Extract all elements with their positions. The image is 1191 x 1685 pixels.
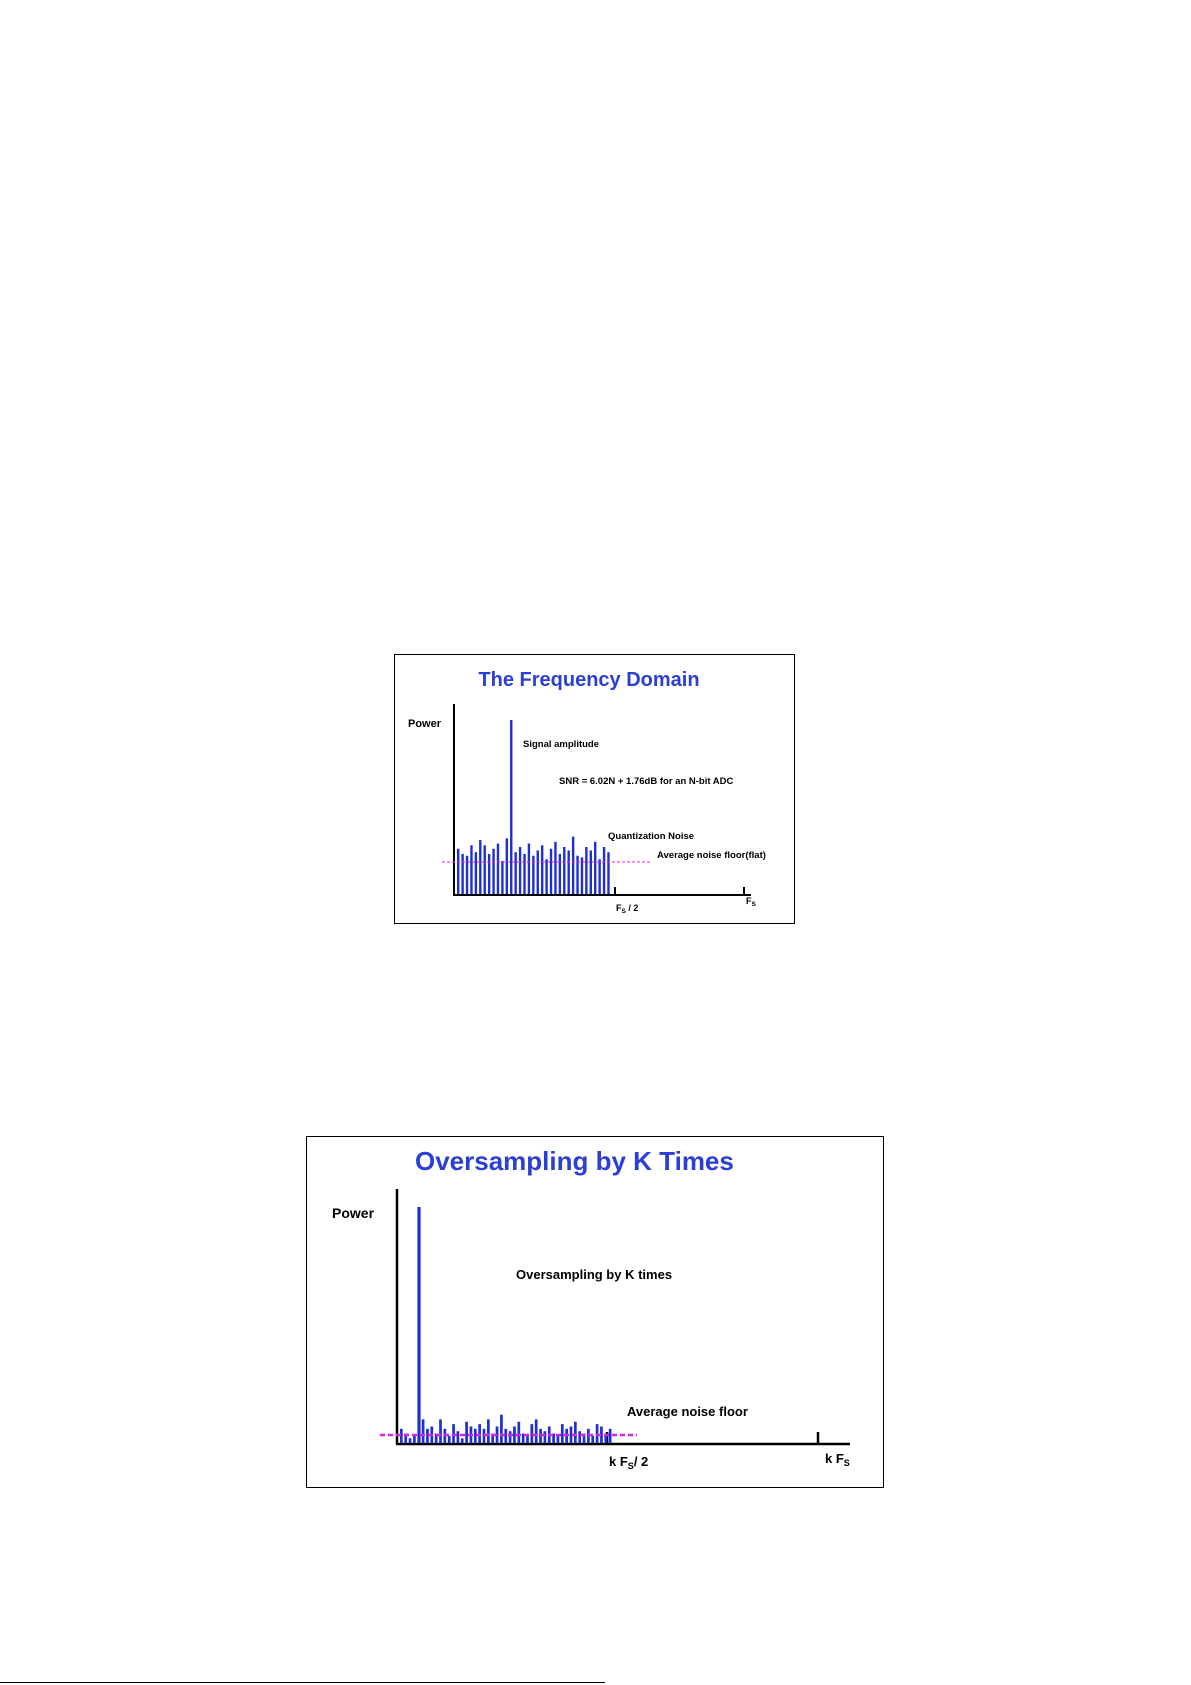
- noise-bar: [523, 854, 525, 894]
- noise-bar: [561, 1424, 564, 1443]
- tick-label-kfs: k $F_S$: [825, 1451, 850, 1468]
- noise-bar: [514, 852, 516, 894]
- noise-bar: [603, 847, 605, 894]
- noise-bar: [591, 1436, 594, 1443]
- tick-label-half-fs: $F_S / 2$: [616, 903, 639, 915]
- noise-bar: [557, 1436, 560, 1443]
- noise-bar: [607, 852, 609, 894]
- noise-floor-label: Average noise floor(flat): [657, 850, 766, 861]
- noise-bar: [448, 1436, 451, 1443]
- noise-bar: [572, 837, 574, 894]
- noise-bar: [466, 856, 468, 894]
- noise-bar: [439, 1419, 442, 1443]
- noise-bar: [475, 852, 477, 894]
- noise-bar: [492, 849, 494, 894]
- noise-bar: [585, 847, 587, 894]
- noise-bar: [526, 1436, 529, 1443]
- noise-bar: [478, 1424, 481, 1443]
- signal-bar: [510, 720, 512, 894]
- noise-bar: [574, 1422, 577, 1443]
- tick-label-fs: $F_S$: [746, 896, 756, 908]
- noise-bar: [545, 859, 547, 894]
- noise-bar: [517, 1422, 520, 1443]
- oversampling-diagram: [307, 1137, 883, 1487]
- noise-bar: [596, 1424, 599, 1443]
- snr-formula-label: SNR = 6.02N + 1.76dB for an N-bit ADC: [559, 776, 734, 787]
- noise-bar: [488, 854, 490, 894]
- noise-bar: [457, 1431, 460, 1443]
- y-axis-label: Power: [332, 1205, 375, 1221]
- noise-bar: [422, 1419, 425, 1443]
- noise-bar: [470, 845, 472, 894]
- noise-bar: [535, 1419, 538, 1443]
- noise-bar: [457, 849, 459, 894]
- noise-bar: [500, 1415, 503, 1443]
- frequency-domain-diagram: [395, 655, 794, 923]
- noise-bar: [532, 856, 534, 894]
- noise-bar: [501, 861, 503, 894]
- slide-title: Oversampling by K Times: [415, 1146, 734, 1176]
- slide-title: The Frequency Domain: [478, 669, 700, 691]
- noise-bar: [581, 857, 583, 894]
- frequency-domain-slide: [394, 654, 795, 924]
- noise-bar: [497, 844, 499, 894]
- noise-bar: [487, 1419, 490, 1443]
- noise-bar: [452, 1424, 455, 1443]
- spectrum-bars: [400, 1207, 612, 1443]
- noise-bar: [461, 1438, 464, 1443]
- noise-bar: [594, 842, 596, 894]
- y-axis-label: Power: [408, 718, 442, 730]
- noise-bar: [519, 847, 521, 894]
- noise-bar: [598, 859, 600, 894]
- noise-bar: [484, 845, 486, 894]
- noise-bar: [413, 1436, 416, 1443]
- noise-bar: [568, 851, 570, 895]
- signal-bar: [417, 1207, 420, 1443]
- noise-bar: [554, 842, 556, 894]
- footer-rule: [0, 1682, 605, 1683]
- quantization-noise-label: Quantization Noise: [608, 831, 695, 842]
- noise-bar: [537, 851, 539, 895]
- noise-bar: [506, 838, 508, 894]
- tick-label-half-kfs: k $F_S/$ 2: [609, 1454, 649, 1471]
- noise-bar: [531, 1424, 534, 1443]
- noise-bar: [465, 1422, 468, 1443]
- oversampling-slide: [306, 1136, 884, 1488]
- noise-bar: [570, 1426, 573, 1443]
- noise-bar: [590, 851, 592, 895]
- noise-bar: [559, 854, 561, 894]
- noise-bar: [609, 1429, 612, 1443]
- noise-bar: [550, 849, 552, 894]
- noise-bar: [513, 1426, 516, 1443]
- noise-bar: [541, 845, 543, 894]
- noise-bar: [479, 840, 481, 894]
- noise-bar: [528, 844, 530, 894]
- noise-bar: [563, 847, 565, 894]
- noise-bar: [578, 1431, 581, 1443]
- noise-bar: [461, 854, 463, 894]
- noise-bar: [576, 856, 578, 894]
- noise-floor-label: Average noise floor: [627, 1404, 748, 1419]
- noise-bar: [544, 1431, 547, 1443]
- signal-amplitude-label: Signal amplitude: [523, 739, 600, 750]
- noise-bar: [409, 1438, 412, 1443]
- noise-bar: [509, 1431, 512, 1443]
- oversampling-annotation: Oversampling by K times: [516, 1267, 673, 1282]
